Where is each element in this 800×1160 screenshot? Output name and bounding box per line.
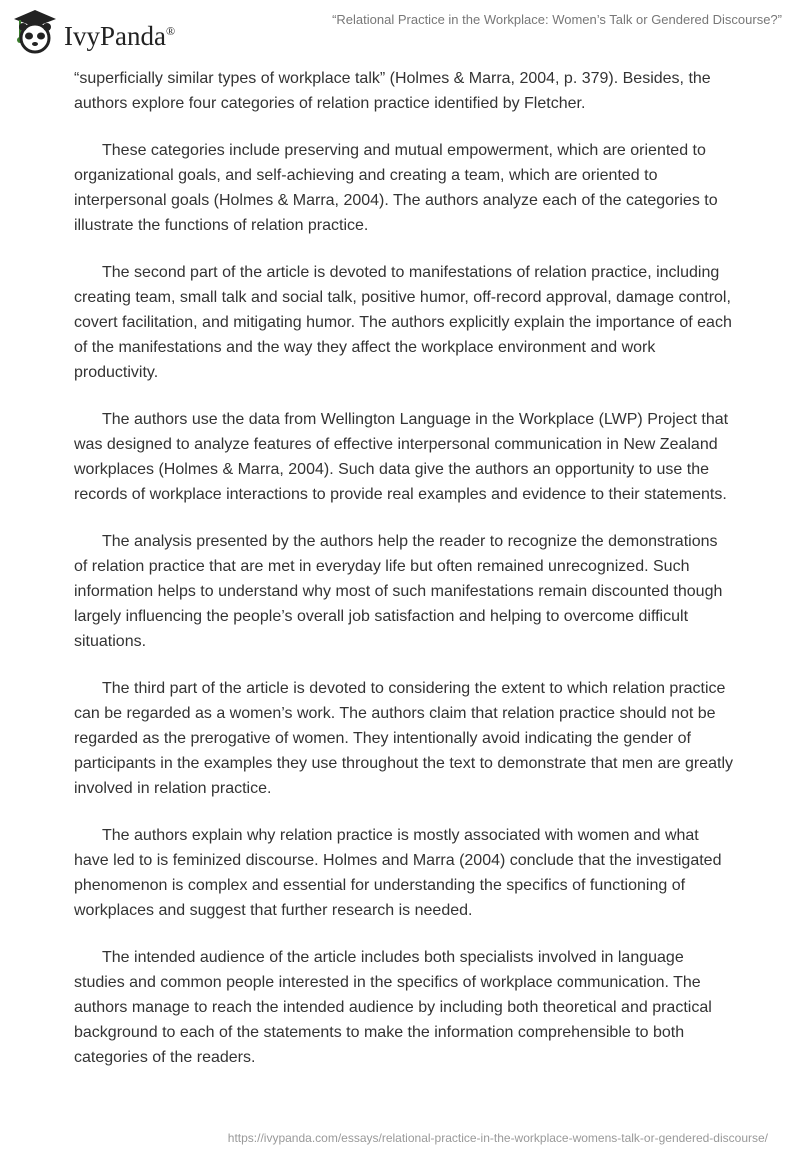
- paragraph: The authors use the data from Wellington Language in the Workplace (LWP) Project that was designed to analyze features of effective interpersonal communication in New Zealand workplaces (Holmes & Marra, 2004). Such data give the authors an opportunity to use the records of workplace interactions to provide real examples and evidence to their statements.: [74, 411, 729, 503]
- source-url[interactable]: https://ivypanda.com/essays/relational-practice-in-the-workplace-womens-talk-or-gendered-discourse/: [227, 1131, 768, 1145]
- registered-mark: ®: [165, 23, 176, 38]
- paragraph: The third part of the article is devoted to considering the extent to which relation practice can be regarded as a women’s work. The authors claim that relation practice should not be regarded as the prerogative of women. They intentionally avoid indicating the gender of participants in the examples they use throughout the text to demonstrate that men are greatly involved in relation practice.: [74, 680, 734, 797]
- paragraph: The authors explain why relation practice is mostly associated with women and what have led to is feminized discourse. Holmes and Marra (2004) conclude that the investigated phenomenon is complex and essential for understanding the specifics of functioning of workplaces and suggest that further research is needed.: [74, 827, 722, 919]
- page-header: [0, 0, 800, 60]
- ivypanda-logo[interactable]: [12, 8, 175, 54]
- essay-body: [74, 66, 734, 1092]
- logo-text: IvyPanda: [64, 20, 166, 51]
- paragraph: “superficially similar types of workplace talk” (Holmes & Marra, 2004, p. 379). Besides, the authors explore four categories of relation practice identified by Fletcher.: [74, 70, 711, 112]
- paragraph: The second part of the article is devoted to manifestations of relation practice, including creating team, small talk and social talk, positive humor, off-record approval, damage control, covert facilitation, and mitigating humor. The authors explicitly explain the importance of each of the manifestations and the way they affect the workplace environment and work productivity.: [74, 264, 732, 381]
- document-title: “Relational Practice in the Workplace: Women’s Talk or Gendered Discourse?”: [332, 12, 782, 27]
- paragraph: These categories include preserving and mutual empowerment, which are oriented to organizational goals, and self-achieving and creating a team, which are oriented to interpersonal goals (Holmes & Marra, 2004). The authors analyze each of the categories to illustrate the functions of relation practice.: [74, 142, 718, 234]
- paragraph: The analysis presented by the authors help the reader to recognize the demonstrations of relation practice that are met in everyday life but often remained unrecognized. Such information helps to understand why most of such manifestations remain discounted though largely influencing the people’s overall job satisfaction and helping to overcome difficult situations.: [74, 533, 723, 650]
- paragraph: The intended audience of the article includes both specialists involved in language studies and common people interested in the specifics of workplace communication. The authors manage to reach the intended audience by including both theoretical and practical background to each of the statements to make the information comprehensible to both categories of the readers.: [74, 949, 712, 1066]
- panda-graduate-icon: [12, 8, 58, 54]
